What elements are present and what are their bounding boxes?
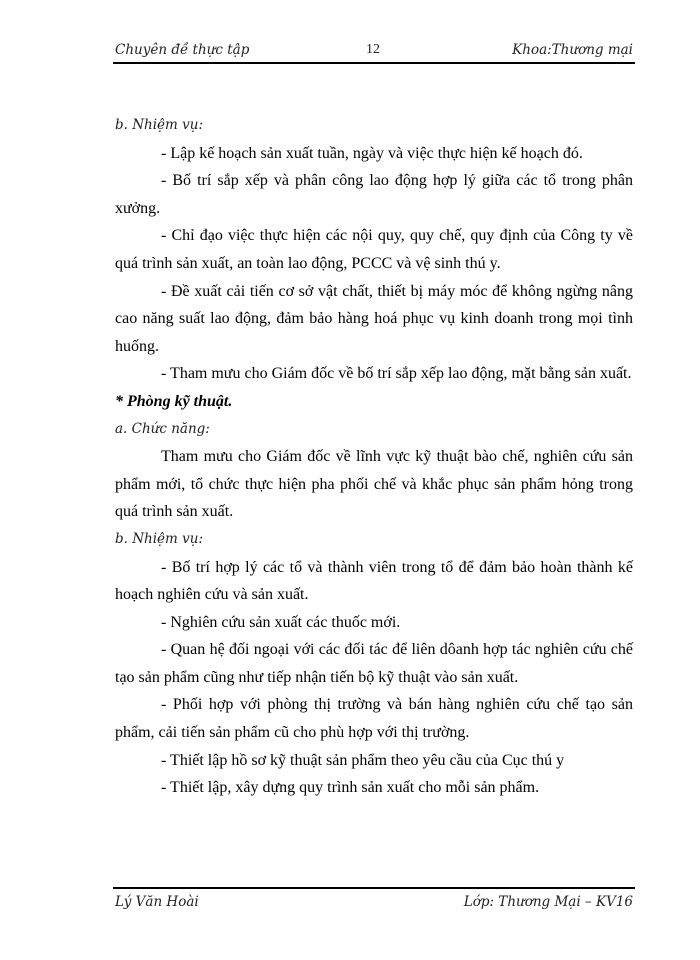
function-text: Tham mưu cho Giám đốc về lĩnh vực kỹ thuật bào chế, nghiên cứu sản phẩm mới, tổ chức thực hiện pha phối chế và khắc phục sản phẩm hỏng trong quá trình sản xuất. — [115, 448, 633, 521]
footer-class: Lớp: Thương Mại – KV16 — [463, 894, 633, 910]
page-footer — [113, 887, 635, 917]
duty-item: - Nghiên cứu sản xuất các thuốc mới. — [161, 613, 401, 631]
duty-item: - Chỉ đạo việc thực hiện các nội quy, quy chế, quy định của Công ty về quá trình sản xuất, an toàn lao động, PCCC và vệ sinh thú y. — [115, 227, 633, 272]
duties-label: b. Nhiệm vụ: — [115, 117, 204, 133]
page-header — [113, 38, 635, 64]
page-number: 12 — [366, 42, 380, 57]
duties-label: b. Nhiệm vụ: — [115, 530, 204, 547]
footer-author: Lý Văn Hoài — [115, 894, 199, 910]
duty-item: - Tham mưu cho Giám đốc về bố trí sắp xếp lao động, mặt bằng sản xuất. — [161, 365, 632, 383]
function-label: a. Chức năng: — [115, 420, 210, 437]
duty-item: - Lập kế hoạch sản xuất tuần, ngày và việc thực hiện kế hoạch đó. — [161, 144, 583, 162]
duty-item: - Bố trí sắp xếp và phân công lao động hợp lý giữa các tổ trong phân xưởng. — [115, 172, 633, 217]
duty-item: - Thiết lập, xây dựng quy trình sản xuất cho mỗi sản phẩm. — [161, 779, 540, 797]
header-faculty: Khoa:Thương mại — [512, 42, 633, 58]
duty-item: - Quan hệ đối ngoại với các đối tác để liên dôanh hợp tác nghiên cứu chế tạo sản phẩm cũng như tiếp nhận tiến bộ kỹ thuật vào sản xuất. — [115, 641, 633, 686]
duty-item: - Phối hợp với phòng thị trường và bán hàng nghiên cứu chế tạo sản phẩm, cải tiến sản phẩm cũ cho phù hợp với thị trường. — [115, 696, 633, 742]
section-title-technical-dept: * Phòng kỹ thuật. — [115, 392, 233, 410]
duty-item: - Đề xuất cải tiến cơ sở vật chất, thiết bị máy móc để không ngừng nâng cao năng suất lao động, đảm bảo hàng hoá phục vụ kinh doanh trong mọi tình huống. — [115, 282, 633, 355]
header-document-type: Chuyên đề thực tập — [115, 42, 250, 58]
duty-item: - Thiết lập hồ sơ kỹ thuật sản phẩm theo yêu cầu của Cục thú y — [161, 751, 565, 769]
page-body — [115, 112, 633, 802]
duty-item: - Bố trí hợp lý các tổ và thành viên trong tổ để đảm bảo hoàn thành kế hoạch nghiên cứu và sản xuất. — [115, 558, 633, 604]
